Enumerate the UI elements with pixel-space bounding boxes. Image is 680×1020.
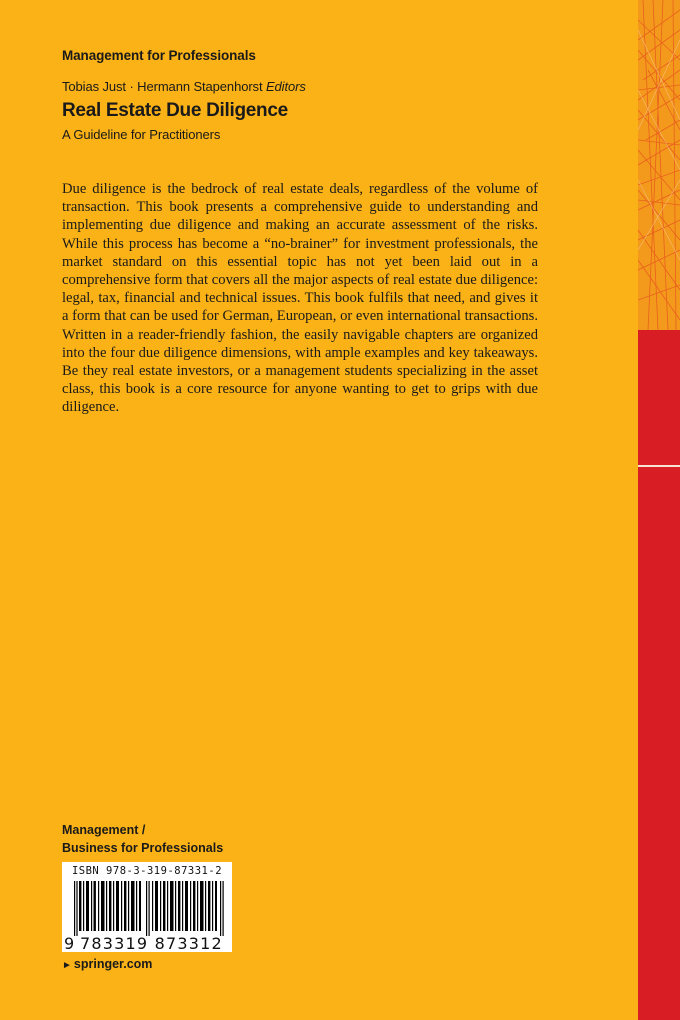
decorative-network-strip	[638, 0, 680, 330]
isbn-label: ISBN 978-3-319-87331-2	[71, 865, 223, 877]
barcode-first-digit: 9	[64, 934, 76, 953]
book-title: Real Estate Due Diligence	[62, 100, 288, 121]
isbn-barcode-box	[62, 862, 232, 952]
publisher-url: springer.com	[73, 957, 153, 971]
series-title: Management for Professionals	[62, 48, 256, 63]
barcode-icon	[74, 881, 224, 936]
bottom-series-line-1: Management /	[62, 823, 146, 837]
bottom-series-line-2: Business for Professionals	[62, 840, 224, 855]
book-description: Due diligence is the bedrock of real estate deals, regardless of the volume of transaction. This book presents a comprehensive guide to understanding and implementing due diligence and making an accurate assessment of the risks. While this process has become a “no-brainer” for investment professionals, the market standard on this essential topic has not yet been laid out in a comprehensive form that covers all the major aspects of real estate due diligence: legal, tax, financial and technical issues. This book fulfils that need, and gives it a form that can be used for German, European, or even international transactions. Written in a reader-friendly fashion, the easily navigable chapters are organized into the four due diligence dimensions, with ample examples and key takeaways. Be they real estate investors, or a management students specializing in the asset class, this book is a core resource for anyone wanting to get to grips with due diligence.	[62, 181, 538, 416]
bottom-series-label	[62, 822, 223, 857]
editor-names: Tobias Just · Hermann Stapenhorst	[62, 79, 263, 94]
book-subtitle: A Guideline for Practitioners	[62, 127, 221, 142]
decorative-red-strip	[638, 330, 680, 1020]
barcode-digit-groups: 783319 873312	[80, 934, 223, 953]
decorative-divider-line	[638, 465, 680, 467]
editors-role: Editors	[265, 79, 306, 94]
publisher-link[interactable]	[62, 957, 152, 971]
network-lines-graphic	[638, 0, 680, 330]
arrow-right-icon: ►	[62, 960, 72, 971]
editors-line	[62, 79, 306, 94]
